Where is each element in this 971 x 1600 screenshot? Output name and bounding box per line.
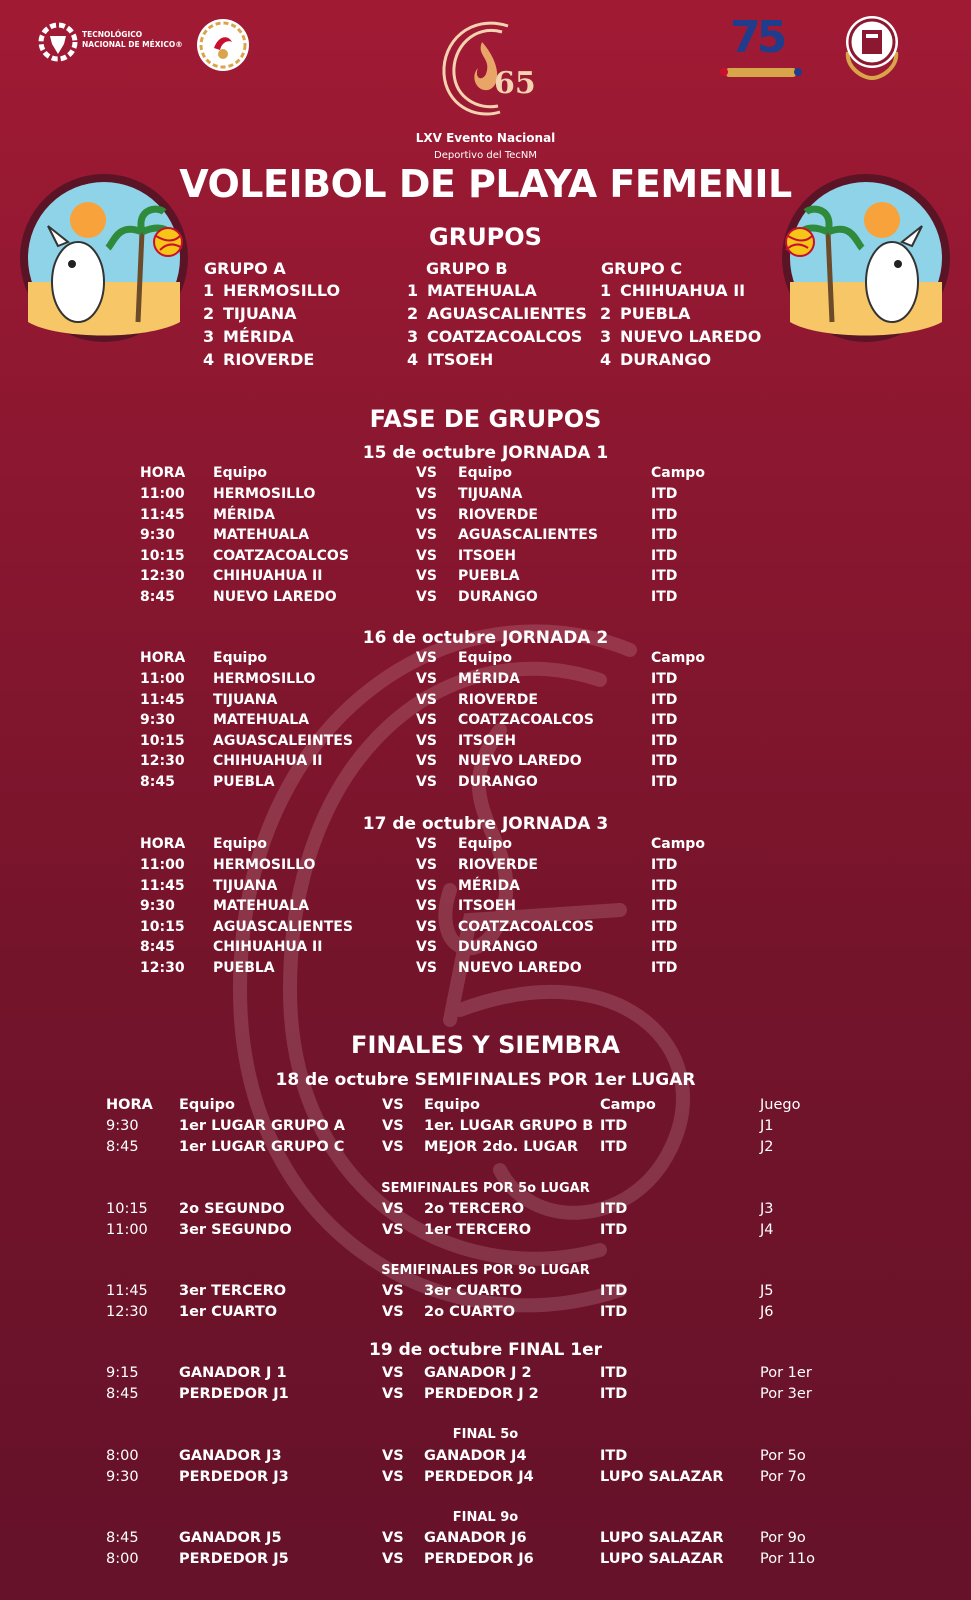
- venue-cell: ITD: [600, 1118, 628, 1134]
- game-cell: Por 11o: [760, 1550, 815, 1567]
- table-header-row: [0, 650, 971, 670]
- vs-cell: VS: [382, 1118, 404, 1134]
- group-team-number: 2: [600, 304, 612, 323]
- finals-heading: FINALES Y SIEMBRA: [351, 1031, 620, 1059]
- vs-cell: VS: [382, 1448, 404, 1464]
- vs-cell: VS: [416, 939, 437, 956]
- venue-cell: ITD: [600, 1365, 628, 1381]
- team-away-cell: PERDEDOR J4: [424, 1468, 534, 1485]
- vs-cell: VS: [382, 1468, 404, 1485]
- venue-cell: ITD: [651, 527, 678, 544]
- group-team-item: [407, 304, 587, 327]
- group-team-item: [600, 304, 690, 327]
- vs-cell: VS: [416, 486, 437, 502]
- page-title: VOLEIBOL DE PLAYA FEMENIL: [179, 162, 792, 206]
- group-team-number: 1: [600, 281, 612, 300]
- finals-subtitle: FINAL 5o: [452, 1427, 519, 1442]
- vs-cell: VS: [416, 568, 437, 585]
- tecnm-logo-line1: TECNOLÓGICO: [82, 30, 143, 39]
- time-cell: 8:45: [106, 1385, 139, 1402]
- vs-cell: VS: [416, 712, 437, 729]
- team-away-cell: GANADOR J6: [424, 1530, 527, 1546]
- team-away-cell: PERDEDOR J6: [424, 1550, 534, 1567]
- finals-match-row: [0, 1283, 971, 1303]
- header-equipo: Equipo: [458, 465, 512, 481]
- team-away-cell: MEJOR 2do. LUGAR: [424, 1138, 579, 1155]
- team-away-cell: RIOVERDE: [458, 691, 538, 708]
- match-row: [0, 774, 971, 794]
- team-away-cell: TIJUANA: [458, 486, 523, 502]
- time-cell: 8:45: [106, 1138, 139, 1155]
- finals-day-title: 19 de octubre FINAL 1er: [369, 1340, 602, 1360]
- match-row: [0, 568, 971, 588]
- group-team-name: HERMOSILLO: [223, 281, 341, 300]
- group-team-number: 3: [600, 327, 612, 346]
- venue-cell: ITD: [651, 712, 678, 729]
- time-cell: 11:00: [140, 671, 185, 687]
- group-team-item: [203, 350, 314, 373]
- match-row: [0, 878, 971, 898]
- time-cell: 12:30: [140, 960, 185, 976]
- header-campo: Campo: [651, 465, 705, 481]
- team-home-cell: MÉRIDA: [213, 506, 275, 523]
- header-equipo: Equipo: [458, 836, 512, 852]
- venue-cell: ITD: [651, 898, 678, 915]
- vs-cell: VS: [416, 547, 437, 564]
- match-row: [0, 919, 971, 939]
- time-cell: 8:45: [106, 1530, 139, 1546]
- vs-cell: VS: [416, 506, 437, 523]
- team-away-cell: 3er CUARTO: [424, 1283, 523, 1299]
- group-team-name: AGUASCALIENTES: [427, 304, 587, 323]
- vs-cell: VS: [416, 527, 437, 544]
- team-home-cell: 1er CUARTO: [179, 1303, 278, 1320]
- vs-cell: VS: [416, 774, 437, 790]
- venue-cell: LUPO SALAZAR: [600, 1468, 724, 1485]
- vs-cell: VS: [416, 671, 437, 687]
- match-row: [0, 671, 971, 691]
- table-header-row: [0, 836, 971, 856]
- group-team-number: 2: [407, 304, 419, 323]
- anniversary-banner-icon: [720, 62, 802, 82]
- time-cell: 8:00: [106, 1448, 139, 1464]
- team-home-cell: NUEVO LAREDO: [213, 589, 337, 605]
- header-vs: VS: [416, 650, 437, 666]
- venue-cell: ITD: [600, 1138, 628, 1155]
- vs-cell: VS: [416, 732, 437, 749]
- finals-match-row: [0, 1365, 971, 1385]
- group-team-number: 3: [203, 327, 215, 346]
- venue-cell: ITD: [651, 547, 678, 564]
- venue-cell: ITD: [651, 671, 678, 687]
- vs-cell: VS: [382, 1221, 404, 1238]
- venue-cell: ITD: [600, 1201, 628, 1217]
- group-team-number: 4: [407, 350, 419, 369]
- group-team-item: [203, 281, 340, 304]
- tecnm-logo: [38, 14, 188, 70]
- header-hora: HORA: [140, 650, 186, 666]
- game-cell: J5: [760, 1283, 774, 1299]
- team-home-cell: GANADOR J5: [179, 1530, 282, 1546]
- group-team-name: NUEVO LAREDO: [620, 327, 762, 346]
- group-team-name: CHIHUAHUA II: [620, 281, 746, 300]
- team-home-cell: GANADOR J 1: [179, 1365, 287, 1381]
- group-team-number: 4: [600, 350, 612, 369]
- groups-heading: GRUPOS: [429, 223, 542, 251]
- team-home-cell: MATEHUALA: [213, 527, 310, 544]
- header-equipo: Equipo: [179, 1097, 235, 1113]
- group-team-name: COATZACOALCOS: [427, 327, 583, 346]
- group-team-item: [600, 327, 761, 350]
- team-home-cell: AGUASCALIENTES: [213, 918, 353, 935]
- venue-cell: ITD: [651, 732, 678, 749]
- team-away-cell: COATZACOALCOS: [458, 712, 594, 729]
- group-team-number: 2: [203, 304, 215, 323]
- header-juego: Juego: [760, 1097, 801, 1113]
- sports-circle-logo: [196, 18, 250, 72]
- team-home-cell: CHIHUAHUA II: [213, 753, 323, 770]
- finals-match-row: [0, 1551, 971, 1571]
- vs-cell: VS: [382, 1303, 404, 1320]
- game-cell: J1: [760, 1118, 774, 1134]
- venue-cell: ITD: [600, 1221, 628, 1238]
- team-away-cell: RIOVERDE: [458, 506, 538, 523]
- header-hora: HORA: [106, 1097, 153, 1113]
- time-cell: 9:15: [106, 1365, 139, 1381]
- mascot-beach-badge-left: [18, 172, 190, 344]
- team-home-cell: MATEHUALA: [213, 898, 310, 915]
- match-row: [0, 753, 971, 773]
- team-home-cell: COATZACOALCOS: [213, 547, 349, 564]
- header-vs: VS: [382, 1097, 404, 1113]
- group-team-name: TIJUANA: [223, 304, 297, 323]
- group-team-name: DURANGO: [620, 350, 712, 369]
- header-equipo: Equipo: [213, 650, 267, 666]
- venue-cell: ITD: [651, 918, 678, 935]
- group-title: GRUPO B: [426, 259, 508, 278]
- vs-cell: VS: [382, 1385, 404, 1402]
- header-campo: Campo: [651, 836, 705, 852]
- team-home-cell: 2o SEGUNDO: [179, 1201, 285, 1217]
- match-row: [0, 898, 971, 918]
- team-home-cell: 3er TERCERO: [179, 1283, 287, 1299]
- vs-cell: VS: [416, 877, 437, 894]
- group-team-name: MATEHUALA: [427, 281, 537, 300]
- game-cell: Por 3er: [760, 1385, 812, 1402]
- finals-subtitle: SEMIFINALES POR 9o LUGAR: [381, 1263, 590, 1278]
- group-team-item: [407, 350, 493, 373]
- matchday-title: 17 de octubre JORNADA 3: [362, 814, 609, 834]
- game-cell: J2: [760, 1138, 774, 1155]
- group-team-item: [407, 281, 537, 304]
- team-home-cell: PUEBLA: [213, 774, 275, 790]
- time-cell: 10:15: [140, 918, 185, 935]
- time-cell: 10:15: [106, 1201, 148, 1217]
- team-away-cell: NUEVO LAREDO: [458, 753, 582, 770]
- vs-cell: VS: [382, 1201, 404, 1217]
- team-home-cell: PUEBLA: [213, 960, 275, 976]
- vs-cell: VS: [416, 898, 437, 915]
- venue-cell: ITD: [600, 1385, 628, 1402]
- team-home-cell: 1er LUGAR GRUPO A: [179, 1118, 346, 1134]
- vs-cell: VS: [382, 1365, 404, 1381]
- group-team-name: PUEBLA: [620, 304, 691, 323]
- vs-cell: VS: [382, 1283, 404, 1299]
- match-row: [0, 712, 971, 732]
- vs-cell: VS: [382, 1550, 404, 1567]
- finals-match-row: [0, 1139, 971, 1159]
- venue-cell: ITD: [600, 1303, 628, 1320]
- team-away-cell: DURANGO: [458, 774, 538, 790]
- team-away-cell: RIOVERDE: [458, 857, 538, 873]
- venue-cell: ITD: [651, 939, 678, 956]
- finals-subtitle: FINAL 9o: [452, 1510, 519, 1525]
- venue-cell: ITD: [651, 589, 678, 605]
- group-team-name: MÉRIDA: [223, 327, 294, 346]
- group-team-item: [203, 327, 294, 350]
- team-away-cell: 1er. LUGAR GRUPO B: [424, 1118, 594, 1134]
- group-team-number: 3: [407, 327, 419, 346]
- match-row: [0, 857, 971, 877]
- team-home-cell: HERMOSILLO: [213, 857, 316, 873]
- venue-cell: ITD: [651, 857, 678, 873]
- match-row: [0, 486, 971, 506]
- group-team-number: 4: [203, 350, 215, 369]
- header-equipo: Equipo: [213, 465, 267, 481]
- team-home-cell: PERDEDOR J5: [179, 1550, 289, 1567]
- game-cell: J6: [760, 1303, 774, 1320]
- team-away-cell: GANADOR J4: [424, 1448, 527, 1464]
- header-vs: VS: [416, 465, 437, 481]
- match-row: [0, 507, 971, 527]
- header-hora: HORA: [140, 465, 186, 481]
- venue-cell: ITD: [651, 568, 678, 585]
- time-cell: 9:30: [140, 898, 175, 915]
- team-home-cell: AGUASCALEINTES: [213, 732, 353, 749]
- mascot-beach-badge-right: [780, 172, 952, 344]
- team-away-cell: 1er TERCERO: [424, 1221, 532, 1238]
- team-home-cell: 1er LUGAR GRUPO C: [179, 1138, 345, 1155]
- team-away-cell: ITSOEH: [458, 898, 517, 915]
- group-team-item: [600, 350, 711, 373]
- match-row: [0, 527, 971, 547]
- game-cell: Por 7o: [760, 1468, 806, 1485]
- header-equipo: Equipo: [458, 650, 512, 666]
- team-away-cell: NUEVO LAREDO: [458, 960, 582, 976]
- venue-cell: ITD: [651, 506, 678, 523]
- group-team-name: ITSOEH: [427, 350, 494, 369]
- group-team-item: [203, 304, 296, 327]
- time-cell: 12:30: [140, 753, 185, 770]
- team-home-cell: TIJUANA: [213, 691, 278, 708]
- match-row: [0, 960, 971, 980]
- time-cell: 11:00: [140, 486, 185, 502]
- team-away-cell: 2o TERCERO: [424, 1201, 525, 1217]
- header-vs: VS: [416, 836, 437, 852]
- team-away-cell: MÉRIDA: [458, 671, 520, 687]
- game-cell: Por 9o: [760, 1530, 806, 1546]
- group-team-number: 1: [407, 281, 419, 300]
- header-campo: Campo: [651, 650, 705, 666]
- group-title: GRUPO A: [204, 259, 286, 278]
- team-home-cell: 3er SEGUNDO: [179, 1221, 292, 1238]
- team-away-cell: 2o CUARTO: [424, 1303, 516, 1320]
- team-home-cell: TIJUANA: [213, 877, 278, 894]
- team-away-cell: MÉRIDA: [458, 877, 520, 894]
- vs-cell: VS: [382, 1138, 404, 1155]
- lxv-event-logo: [430, 12, 542, 124]
- finals-match-row: [0, 1304, 971, 1324]
- team-away-cell: DURANGO: [458, 589, 538, 605]
- venue-cell: ITD: [651, 753, 678, 770]
- finals-subtitle: SEMIFINALES POR 5o LUGAR: [381, 1181, 590, 1196]
- institution-seal-logo: [842, 12, 902, 82]
- team-home-cell: PERDEDOR J3: [179, 1468, 289, 1485]
- finals-match-row: [0, 1201, 971, 1221]
- match-row: [0, 548, 971, 568]
- venue-cell: LUPO SALAZAR: [600, 1550, 724, 1567]
- team-away-cell: PERDEDOR J 2: [424, 1385, 539, 1402]
- time-cell: 8:45: [140, 939, 175, 956]
- team-away-cell: GANADOR J 2: [424, 1365, 532, 1381]
- team-away-cell: ITSOEH: [458, 732, 517, 749]
- time-cell: 8:45: [140, 589, 175, 605]
- time-cell: 9:30: [140, 712, 175, 729]
- table-header-row: [0, 465, 971, 485]
- match-row: [0, 589, 971, 609]
- time-cell: 11:00: [106, 1221, 148, 1238]
- match-row: [0, 692, 971, 712]
- time-cell: 9:30: [106, 1468, 139, 1485]
- lxv-logo-number: 65: [494, 66, 536, 101]
- tecnm-logo-line2: NACIONAL DE MÉXICO®: [82, 40, 183, 49]
- event-name-line1: LXV Evento Nacional: [415, 131, 556, 145]
- vs-cell: VS: [416, 589, 437, 605]
- time-cell: 8:00: [106, 1550, 139, 1567]
- finals-match-row: [0, 1386, 971, 1406]
- finals-match-row: [0, 1222, 971, 1242]
- team-home-cell: CHIHUAHUA II: [213, 939, 323, 956]
- vs-cell: VS: [416, 753, 437, 770]
- team-away-cell: ITSOEH: [458, 547, 517, 564]
- time-cell: 9:30: [106, 1118, 139, 1134]
- team-home-cell: CHIHUAHUA II: [213, 568, 323, 585]
- time-cell: 11:45: [140, 506, 185, 523]
- finals-match-row: [0, 1118, 971, 1138]
- team-away-cell: AGUASCALIENTES: [458, 527, 598, 544]
- finals-match-row: [0, 1448, 971, 1468]
- vs-cell: VS: [416, 691, 437, 708]
- game-cell: J3: [760, 1201, 774, 1217]
- game-cell: J4: [760, 1221, 774, 1238]
- time-cell: 10:15: [140, 732, 185, 749]
- match-row: [0, 939, 971, 959]
- team-home-cell: HERMOSILLO: [213, 671, 316, 687]
- venue-cell: ITD: [600, 1448, 628, 1464]
- vs-cell: VS: [382, 1530, 404, 1546]
- time-cell: 11:45: [106, 1283, 148, 1299]
- finals-day-title: 18 de octubre SEMIFINALES POR 1er LUGAR: [275, 1070, 696, 1090]
- time-cell: 11:45: [140, 691, 185, 708]
- header-equipo: Equipo: [213, 836, 267, 852]
- vs-cell: VS: [416, 960, 437, 976]
- team-home-cell: GANADOR J3: [179, 1448, 282, 1464]
- anniversary-number: 75: [730, 12, 784, 63]
- tecnm-emblem-icon: [38, 14, 78, 70]
- venue-cell: ITD: [600, 1283, 628, 1299]
- group-stage-heading: FASE DE GRUPOS: [369, 405, 602, 433]
- game-cell: Por 1er: [760, 1365, 812, 1381]
- time-cell: 12:30: [106, 1303, 148, 1320]
- group-team-number: 1: [203, 281, 215, 300]
- venue-cell: ITD: [651, 486, 678, 502]
- venue-cell: LUPO SALAZAR: [600, 1530, 724, 1546]
- match-row: [0, 733, 971, 753]
- team-home-cell: PERDEDOR J1: [179, 1385, 289, 1402]
- game-cell: Por 5o: [760, 1448, 806, 1464]
- vs-cell: VS: [416, 857, 437, 873]
- time-cell: 11:00: [140, 857, 185, 873]
- header-hora: HORA: [140, 836, 186, 852]
- vs-cell: VS: [416, 918, 437, 935]
- time-cell: 9:30: [140, 527, 175, 544]
- team-away-cell: DURANGO: [458, 939, 538, 956]
- matchday-title: 16 de octubre JORNADA 2: [362, 628, 609, 648]
- matchday-title: 15 de octubre JORNADA 1: [362, 443, 609, 463]
- group-team-item: [407, 327, 582, 350]
- finals-match-row: [0, 1530, 971, 1550]
- header-equipo: Equipo: [424, 1097, 480, 1113]
- time-cell: 8:45: [140, 774, 175, 790]
- team-away-cell: COATZACOALCOS: [458, 918, 594, 935]
- anniversary-75-logo: [720, 12, 802, 84]
- venue-cell: ITD: [651, 774, 678, 790]
- team-away-cell: PUEBLA: [458, 568, 520, 585]
- venue-cell: ITD: [651, 960, 678, 976]
- finals-header-row: [0, 1097, 971, 1117]
- group-team-item: [600, 281, 745, 304]
- team-home-cell: HERMOSILLO: [213, 486, 316, 502]
- group-title: GRUPO C: [601, 259, 683, 278]
- header-campo: Campo: [600, 1097, 656, 1113]
- venue-cell: ITD: [651, 691, 678, 708]
- group-team-name: RIOVERDE: [223, 350, 315, 369]
- team-home-cell: MATEHUALA: [213, 712, 310, 729]
- time-cell: 11:45: [140, 877, 185, 894]
- event-name-line2: Deportivo del TecNM: [434, 150, 537, 161]
- finals-match-row: [0, 1469, 971, 1489]
- time-cell: 12:30: [140, 568, 185, 585]
- venue-cell: ITD: [651, 877, 678, 894]
- time-cell: 10:15: [140, 547, 185, 564]
